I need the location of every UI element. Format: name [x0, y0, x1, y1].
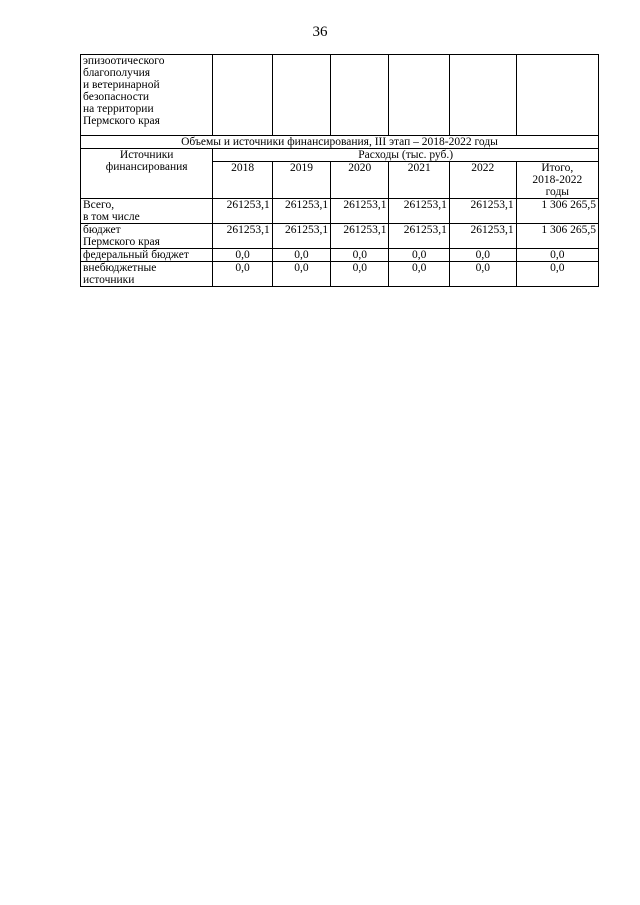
value-cell: 261253,1 [389, 224, 449, 249]
value-cell: 261253,1 [213, 224, 272, 249]
value-cell: 0,0 [272, 262, 330, 287]
value-cell: 261253,1 [213, 199, 272, 224]
total-cell: 1 306 265,5 [516, 199, 598, 224]
year-header: 2018 [213, 162, 272, 199]
empty-cell [213, 55, 272, 136]
expenses-header: Расходы (тыс. руб.) [213, 149, 599, 162]
financing-table [80, 54, 599, 287]
value-cell: 261253,1 [449, 224, 516, 249]
total-cell: 0,0 [516, 249, 598, 262]
table-row [81, 262, 599, 287]
year-header: 2020 [331, 162, 389, 199]
total-header: Итого, 2018-2022 годы [516, 162, 598, 199]
value-cell: 0,0 [449, 249, 516, 262]
value-cell: 0,0 [449, 262, 516, 287]
table-row [81, 199, 599, 224]
section-title: Объемы и источники финансирования, III этап – 2018-2022 годы [81, 136, 599, 149]
value-cell: 0,0 [213, 262, 272, 287]
value-cell: 0,0 [331, 249, 389, 262]
empty-cell [272, 55, 330, 136]
year-header: 2022 [449, 162, 516, 199]
header-row [81, 149, 599, 162]
table-row [81, 224, 599, 249]
value-cell: 0,0 [331, 262, 389, 287]
page-number: 36 [312, 24, 328, 40]
year-header: 2021 [389, 162, 449, 199]
value-cell: 0,0 [213, 249, 272, 262]
total-cell: 1 306 265,5 [516, 224, 598, 249]
row-label: федеральный бюджет [81, 249, 213, 262]
empty-cell [331, 55, 389, 136]
value-cell: 0,0 [389, 262, 449, 287]
empty-cell [449, 55, 516, 136]
value-cell: 261253,1 [331, 199, 389, 224]
empty-cell [389, 55, 449, 136]
section-title-row [81, 136, 599, 149]
continuation-row [81, 55, 599, 136]
value-cell: 261253,1 [331, 224, 389, 249]
value-cell: 261253,1 [272, 224, 330, 249]
value-cell: 0,0 [272, 249, 330, 262]
value-cell: 0,0 [389, 249, 449, 262]
value-cell: 261253,1 [389, 199, 449, 224]
row-label: Всего, в том числе [81, 199, 213, 224]
row-label: бюджет Пермского края [81, 224, 213, 249]
value-cell: 261253,1 [449, 199, 516, 224]
total-cell: 0,0 [516, 262, 598, 287]
empty-cell [516, 55, 598, 136]
continuation-label: эпизоотического благополучия и ветеринарной безопасности на территории Пермского края [81, 55, 213, 136]
source-header: Источники финансирования [81, 149, 213, 199]
year-header: 2019 [272, 162, 330, 199]
table-row [81, 249, 599, 262]
value-cell: 261253,1 [272, 199, 330, 224]
row-label: внебюджетные источники [81, 262, 213, 287]
